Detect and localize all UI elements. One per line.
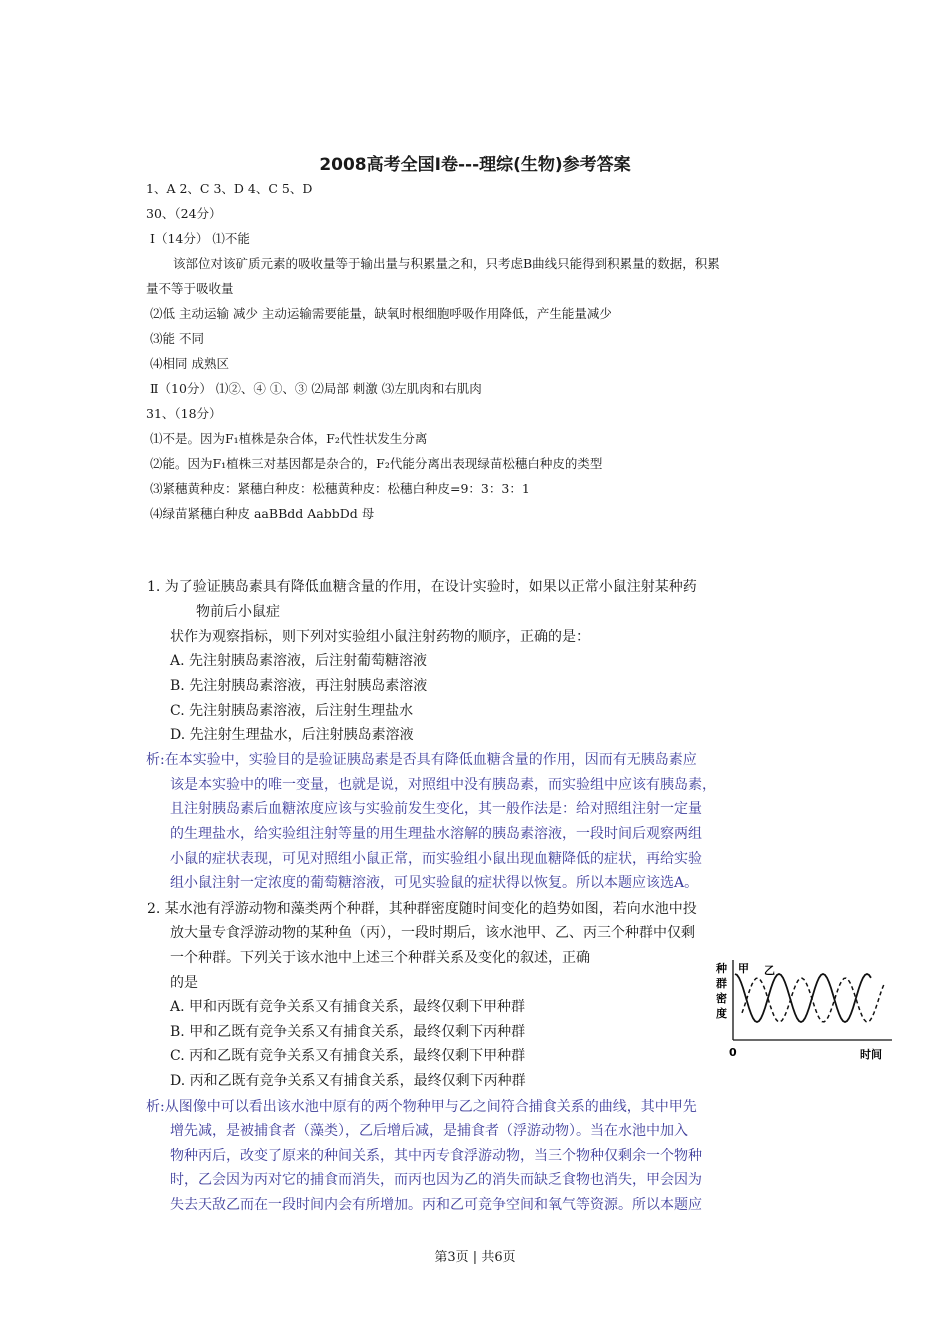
q2-analysis-5: 失去天敌乙而在一段时间内会有所增加。丙和乙可竞争空间和氧气等资源。所以本题应 [170, 1197, 702, 1213]
q2-option-b: B. 甲和乙既有竞争关系又有捕食关系，最终仅剩下丙种群 [170, 1024, 526, 1040]
q1-option-b: B. 先注射胰岛素溶液，再注射胰岛素溶液 [170, 678, 428, 694]
q2-option-d: D. 丙和乙既有竞争关系又有捕食关系，最终仅剩下丙种群 [170, 1073, 526, 1089]
q30-sub-3: ⑶能 不同 [150, 331, 204, 346]
q2-analysis-2: 增先减，是被捕食者（藻类），乙后增后减，是捕食者（浮游动物）。当在水池中加入 [170, 1123, 688, 1139]
q1-option-c: C. 先注射胰岛素溶液，后注射生理盐水 [170, 703, 414, 719]
q2-stem-1: 2. 某水池有浮游动物和藻类两个种群，其种群密度随时间变化的趋势如图，若向水池中投 [147, 901, 697, 917]
x-axis-label: 时间 [860, 1048, 882, 1061]
q1-stem-1: 1. 为了验证胰岛素具有降低血糖含量的作用，在设计实验时，如果以正常小鼠注射某种药 [147, 579, 697, 595]
q2-stem-2: 放大量专食浮游动物的某种鱼（丙），一段时期后，该水池甲、乙、丙三个种群中仅剩 [170, 925, 695, 941]
q31-sub-1: ⑴不是。因为F₁植株是杂合体，F₂代性状发生分离 [150, 431, 428, 446]
q1-analysis-4: 的生理盐水，给实验组注射等量的用生理盐水溶解的胰岛素溶液，一段时间后观察两组 [170, 826, 702, 842]
q1-stem-3: 状作为观察指标，则下列对实验组小鼠注射药物的顺序，正确的是： [170, 629, 590, 645]
q1-analysis-6: 组小鼠注射一定浓度的葡萄糖溶液，可见实验鼠的症状得以恢复。所以本题应该选A。 [170, 875, 699, 891]
q2-stem-3: 一个种群。下列关于该水池中上述三个种群关系及变化的叙述，正确 [170, 950, 590, 966]
ylabel-char-3: 密 [716, 992, 727, 1005]
q2-option-a: A. 甲和丙既有竞争关系又有捕食关系，最终仅剩下甲种群 [170, 999, 526, 1015]
q2-analysis-4: 时，乙会因为丙对它的捕食而消失，而丙也因为乙的消失而缺乏食物也消失，甲会因为 [170, 1172, 702, 1188]
curve-label-yi: 乙 [764, 964, 775, 977]
page-title: 2008高考全国Ⅰ卷---理综(生物)参考答案 [319, 155, 631, 175]
q31-sub-4: ⑷绿苗紧穗白种皮 aaBBdd AabbDd 母 [150, 506, 375, 521]
q30-part-i: Ⅰ（14分） ⑴不能 [150, 231, 250, 246]
q2-analysis-3: 物种丙后，改变了原来的种间关系，其中丙专食浮游动物，当三个物种仅剩余一个物种 [170, 1148, 702, 1164]
q31-sub-3: ⑶紧穗黄种皮：紧穗白种皮：松穗黄种皮：松穗白种皮=9：3：3：1 [150, 481, 530, 496]
q30-sub-2: ⑵低 主动运输 减少 主动运输需要能量，缺氧时根细胞呼吸作用降低，产生能量减少 [150, 306, 612, 321]
q30-part-ii: Ⅱ（10分） ⑴②、④ ①、③ ⑵局部 刺激 ⑶左肌肉和右肌肉 [150, 381, 482, 396]
mc-answers: 1、A 2、C 3、D 4、C 5、D [146, 181, 313, 196]
q2-option-c: C. 丙和乙既有竞争关系又有捕食关系，最终仅剩下甲种群 [170, 1048, 526, 1064]
curve-label-jia: 甲 [738, 962, 749, 975]
ylabel-char-1: 种 [716, 962, 727, 975]
curve-jia [735, 974, 871, 1022]
page-footer: 第3页 | 共6页 [434, 1250, 516, 1265]
q1-analysis-1: 析:在本实验中，实验目的是验证胰岛素是否具有降低血糖含量的作用，因而有无胰岛素应 [146, 752, 697, 768]
q31-sub-2: ⑵能。因为F₁植株三对基因都是杂合的，F₂代能分离出表现绿苗松穗白种皮的类型 [150, 456, 603, 471]
ylabel-char-4: 度 [716, 1007, 727, 1020]
q1-option-a: A. 先注射胰岛素溶液，后注射葡萄糖溶液 [170, 653, 428, 669]
q30-part-i-explanation-2: 量不等于吸收量 [146, 281, 234, 296]
q1-analysis-2: 该是本实验中的唯一变量，也就是说，对照组中没有胰岛素，而实验组中应该有胰岛素， [170, 777, 716, 793]
q1-analysis-5: 小鼠的症状表现，可见对照组小鼠正常，而实验组小鼠出现血糖降低的症状，再给实验 [170, 851, 702, 867]
q1-option-d: D. 先注射生理盐水，后注射胰岛素溶液 [170, 727, 414, 743]
q2-stem-4: 的是 [170, 975, 198, 991]
ylabel-char-2: 群 [716, 977, 727, 990]
origin-label: 0 [729, 1046, 737, 1059]
q30-heading: 30、（24分） [146, 206, 222, 221]
q31-heading: 31、（18分） [146, 406, 222, 421]
curve-yi [742, 978, 884, 1022]
q2-analysis-1: 析:从图像中可以看出该水池中原有的两个物种甲与乙之间符合捕食关系的曲线，其中甲先 [146, 1099, 697, 1115]
population-density-figure [712, 958, 897, 1068]
q1-analysis-3: 且注射胰岛素后血糖浓度应该与实验前发生变化，其一般作法是：给对照组注射一定量 [170, 801, 702, 817]
q30-part-i-explanation-1: 该部位对该矿质元素的吸收量等于输出量与积累量之和，只考虑B曲线只能得到积累量的数据，积累 [173, 256, 720, 271]
q30-sub-4: ⑷相同 成熟区 [150, 356, 229, 371]
q1-stem-2: 物前后小鼠症 [196, 604, 280, 620]
